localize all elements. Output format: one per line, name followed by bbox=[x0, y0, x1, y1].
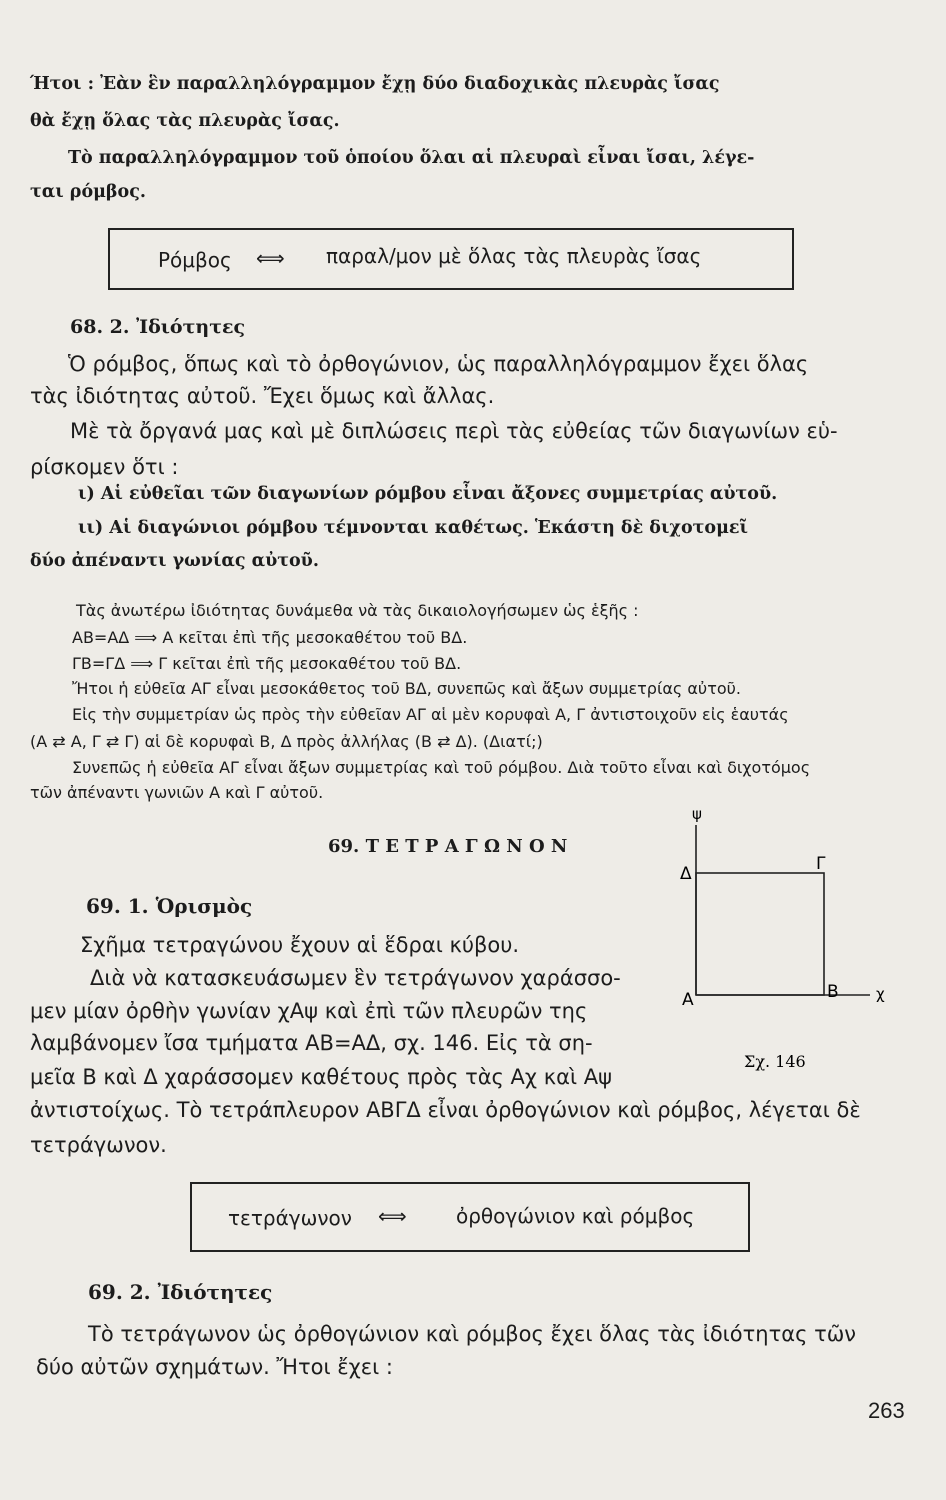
proof-line-5: Εἰς τὴν συμμετρίαν ὡς πρὸς τὴν εὐθεῖαν ΑΓ αἱ μὲν κορυφαὶ Α, Γ ἀντιστοιχοῦν εἰς ἑαυτάς bbox=[72, 705, 789, 724]
intro-line-3: Τὸ παραλληλόγραμμον τοῦ ὁποίου ὅλαι αἱ πλευραὶ εἶναι ἴσαι, λέγε- bbox=[68, 148, 755, 168]
section-68-2-heading: 68. 2. Ἰδιότητες bbox=[70, 316, 246, 338]
square-abgd bbox=[696, 873, 824, 995]
sec691-line-4: λαμβάνομεν ἴσα τμήματα ΑΒ=ΑΔ, σχ. 146. Εἰς τὰ ση- bbox=[30, 1031, 593, 1055]
section-69-1-heading: 69. 1. Ὁρισμὸς bbox=[86, 894, 253, 918]
proof-line-4: Ἤτοι ἡ εὐθεῖα ΑΓ εἶναι μεσοκάθετος τοῦ ΒΔ, συνεπῶς καὶ ἄξων συμμετρίας αὐτοῦ. bbox=[72, 679, 741, 698]
label-alpha: Α bbox=[682, 990, 694, 1010]
section-69-2-heading: 69. 2. Ἰδιότητες bbox=[88, 1280, 273, 1304]
box1-right: παραλ/μον μὲ ὅλας τὰς πλευρὰς ἴσας bbox=[326, 244, 702, 268]
intro-line-1: Ήτοι : Ἐὰν ἓν παραλληλόγραμμον ἔχῃ δύο διαδοχικὰς πλευρὰς ἴσας bbox=[30, 74, 720, 94]
label-chi: χ bbox=[876, 985, 885, 1003]
proof-line-6: (Α ⇄ Α, Γ ⇄ Γ) αἱ δὲ κορυφαὶ Β, Δ πρὸς ἀλλήλας (Β ⇄ Δ). (Διατί;) bbox=[30, 732, 543, 751]
intro-line-4: ται ρόμβος. bbox=[30, 182, 146, 202]
proof-line-7: Συνεπῶς ἡ εὐθεῖα ΑΓ εἶναι ἄξων συμμετρίας καὶ τοῦ ρόμβου. Διὰ τοῦτο εἶναι καὶ διχοτόμος bbox=[72, 758, 811, 777]
figure-caption: Σχ. 146 bbox=[744, 1052, 806, 1071]
intro-line-2: θὰ ἔχῃ ὅλας τὰς πλευρὰς ἴσας. bbox=[30, 111, 340, 131]
proof-line-1: Τὰς ἀνωτέρω ἰδιότητας δυνάμεθα νὰ τὰς δικαιολογήσωμεν ὡς ἑξῆς : bbox=[76, 601, 639, 620]
property-ii-line1: ιι) Αἱ διαγώνιοι ρόμβου τέμνονται καθέτως. Ἑκάστη δὲ διχοτομεῖ bbox=[78, 518, 748, 538]
sec691-line-7: τετράγωνον. bbox=[30, 1133, 167, 1157]
page-number: 263 bbox=[868, 1398, 905, 1423]
box2-left: τετράγωνον bbox=[228, 1206, 352, 1230]
box2-right: ὀρθογώνιον καὶ ρόμβος bbox=[456, 1204, 695, 1228]
sec691-line-1: Σχῆμα τετραγώνου ἔχουν αἱ ἕδραι κύβου. bbox=[80, 933, 520, 957]
label-beta: Β bbox=[827, 982, 839, 1002]
property-i: ι) Αἱ εὐθεῖαι τῶν διαγωνίων ρόμβου εἶναι ἄξονες συμμετρίας αὐτοῦ. bbox=[78, 484, 778, 504]
box1-arrow: ⟺ bbox=[256, 246, 285, 270]
label-delta: Δ bbox=[680, 864, 692, 884]
sec691-line-5: μεῖα Β καὶ Δ χαράσσομεν καθέτους πρὸς τὰς Αχ καὶ Αψ bbox=[30, 1065, 612, 1089]
figure-146-square-construction bbox=[670, 805, 900, 1085]
sec691-line-2: Διὰ νὰ κατασκευάσωμεν ἓν τετράγωνον χαράσσο- bbox=[90, 966, 621, 990]
proof-line-2: ΑΒ=ΑΔ ⟹ Α κεῖται ἐπὶ τῆς μεσοκαθέτου τοῦ ΒΔ. bbox=[72, 628, 468, 647]
box1-left: Ρόμβος bbox=[158, 248, 232, 272]
sec682-p2-line2: ρίσκομεν ὅτι : bbox=[30, 455, 179, 479]
box2-arrow: ⟺ bbox=[378, 1204, 407, 1228]
property-ii-line2: δύο ἀπέναντι γωνίας αὐτοῦ. bbox=[30, 551, 319, 571]
sec691-line-3: μεν μίαν ὀρθὴν γωνίαν χΑψ καὶ ἐπὶ τῶν πλευρῶν της bbox=[30, 999, 588, 1023]
label-psi: ψ bbox=[692, 805, 702, 823]
sec682-p2-line1: Μὲ τὰ ὄργανά μας καὶ μὲ διπλώσεις περὶ τὰς εὐθείας τῶν διαγωνίων εὑ- bbox=[70, 419, 838, 443]
label-gamma: Γ bbox=[816, 854, 826, 874]
rhombus-definition-box bbox=[108, 228, 794, 290]
sec692-line-1: Τὸ τετράγωνον ὡς ὀρθογώνιον καὶ ρόμβος ἔχει ὅλας τὰς ἰδιότητας τῶν bbox=[88, 1322, 857, 1346]
sec682-p1-line1: Ὁ ρόμβος, ὅπως καὶ τὸ ὀρθογώνιον, ὡς παραλληλόγραμμον ἔχει ὅλας bbox=[68, 352, 809, 376]
sec682-p1-line2: τὰς ἰδιότητας αὐτοῦ. Ἔχει ὅμως καὶ ἄλλας. bbox=[30, 384, 495, 408]
sec691-line-6: ἀντιστοίχως. Τὸ τετράπλευρον ΑΒΓΔ εἶναι ὀρθογώνιον καὶ ρόμβος, λέγεται δὲ bbox=[30, 1098, 861, 1122]
chapter-69-title: 69. Τ Ε Τ Ρ Α Γ Ω Ν Ο Ν bbox=[328, 836, 568, 857]
proof-line-3: ΓΒ=ΓΔ ⟹ Γ κεῖται ἐπὶ τῆς μεσοκαθέτου τοῦ ΒΔ. bbox=[72, 654, 462, 673]
square-definition-box bbox=[190, 1182, 750, 1252]
proof-line-8: τῶν ἀπέναντι γωνιῶν Α καὶ Γ αὐτοῦ. bbox=[30, 783, 324, 802]
sec692-line-2: δύο αὐτῶν σχημάτων. Ἤτοι ἔχει : bbox=[36, 1355, 393, 1379]
